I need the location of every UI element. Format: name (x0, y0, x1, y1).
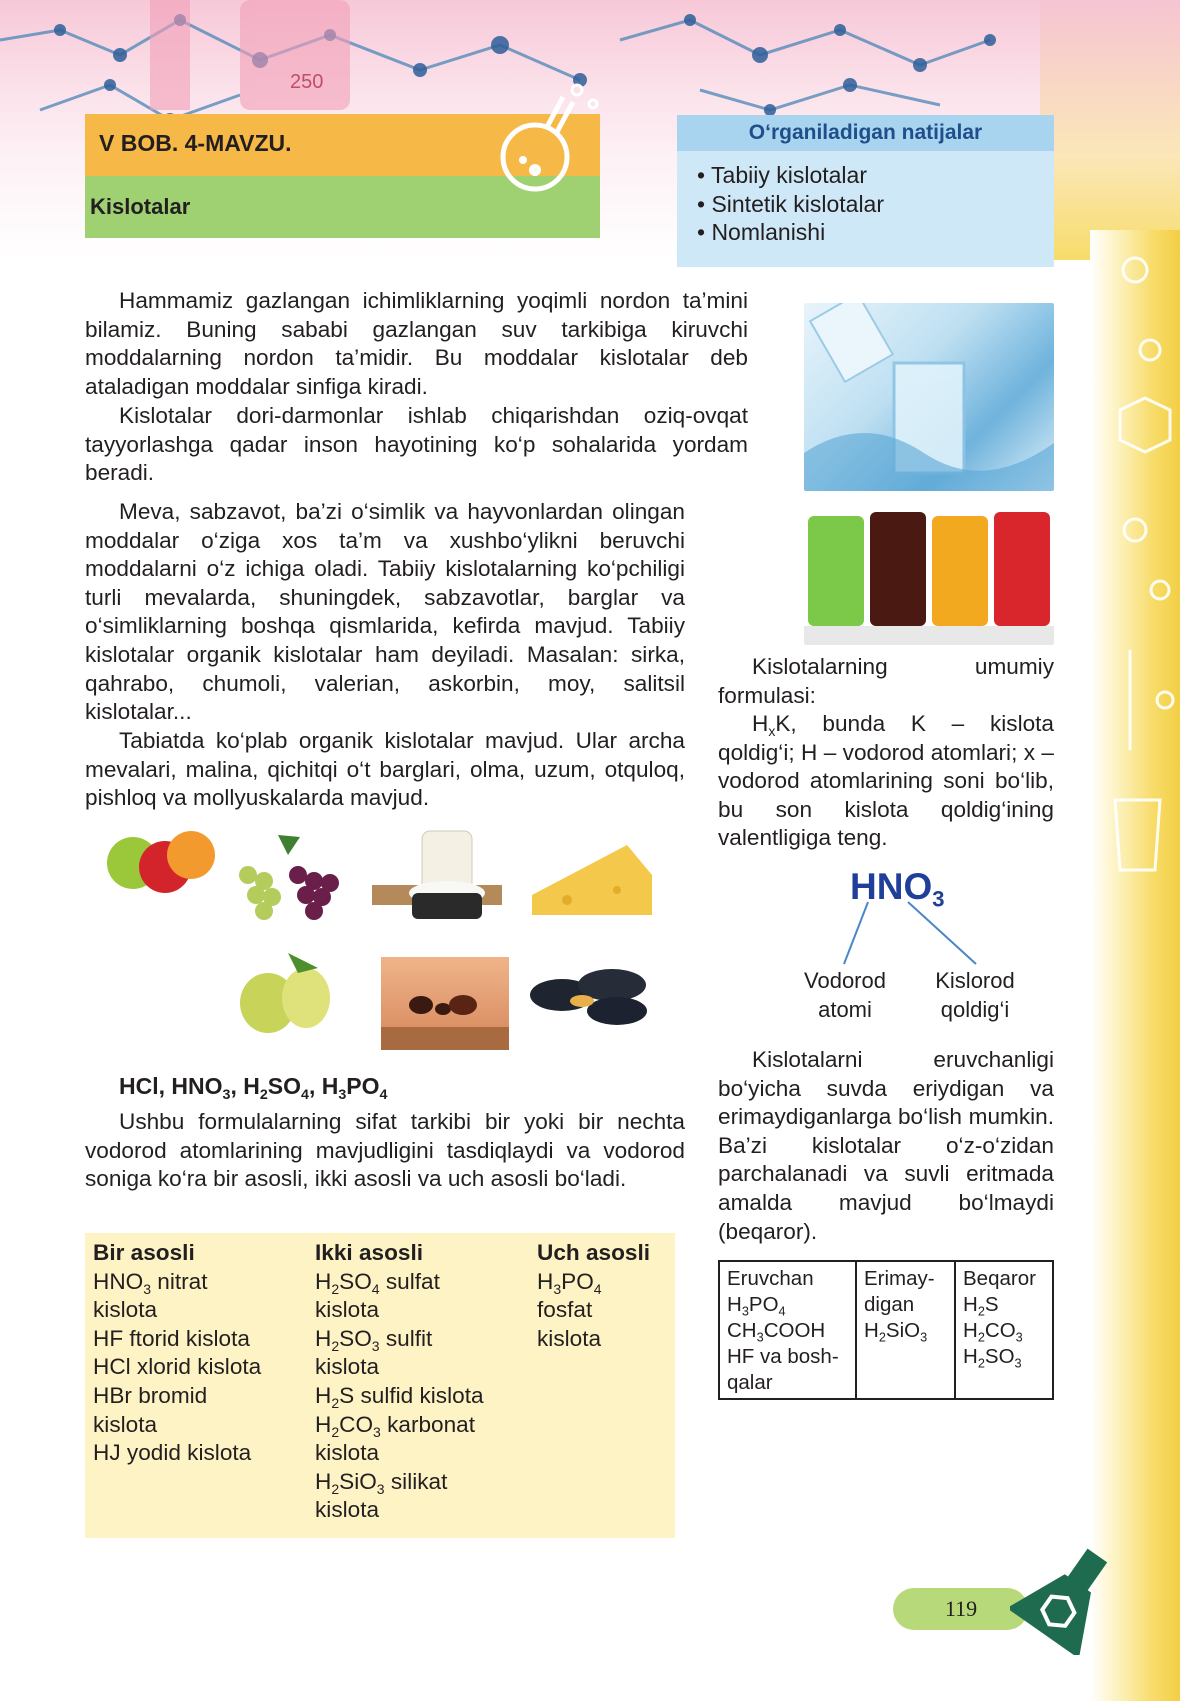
fh-sub: 3 (338, 1086, 347, 1103)
svg-text:250: 250 (290, 71, 324, 93)
outcome-item: • Tabiiy kislotalar (697, 162, 867, 188)
learning-outcomes-box (677, 115, 1054, 267)
formula-x-sub: x (768, 722, 776, 739)
hno3-main: HNO (850, 866, 933, 907)
cheese-image (527, 835, 657, 920)
hno3-sub: 3 (932, 886, 945, 912)
tri-basic-column (537, 1239, 672, 1353)
formula-rest: K, bunda K – kislota qoldig‘i; H – vodorod atomlari; x – vodorod atomlarining soni bo‘lib, bu son kislota qoldig‘ining valentligiga teng. (718, 711, 1054, 851)
intro-paragraph-2: Kislotalar dori-darmonlar ishlab chiqarishdan oziq-ovqat tayyorlashga qadar inson hayotining ko‘p sohalarida yordam beradi. (85, 403, 748, 486)
outcomes-list (697, 161, 884, 247)
residue-label-line2: qoldig‘i (940, 997, 1010, 1022)
fh-sub: 4 (379, 1086, 388, 1103)
intro-paragraph-4: Tabiatda ko‘plab organik kislotalar mavjud. Ular archa mevalari, malina, qichitqi o‘t barglari, olma, uzum, otquloq, pishloq va mollyuskalarda mavjud. (85, 728, 685, 811)
mussels-image (522, 955, 662, 1035)
general-formula-intro: Kislotalarning umumiy formulasi: (718, 654, 1054, 708)
milk-cottage-cheese-image (372, 825, 512, 925)
topic-title: Kislotalar (90, 194, 191, 219)
ant-image (381, 957, 509, 1050)
intro-paragraph-3: Meva, sabzavot, ba’zi o‘simlik va hayvonlardan olingan moddalar o‘ziga xos ta’m va xushbo‘ylikni beruvchi moddalarni o‘z ichiga oladi. Tabiiy kislotalarning ko‘pchiligi turli mevalarda, shuningdek, sabzavotlar, barglar va o‘simliklarning boshqa qismlarida, kefirda mavjud. Tabiiy kislotalar organik kislotalar ham deyiladi. Masalan: sirka, qahrabo, chumoli, valerian, askorbin, moy, salitsil kislotalar... (85, 499, 685, 725)
fh-sub: 3 (222, 1086, 231, 1103)
hydrogen-label-line2: atomi (818, 997, 872, 1022)
hno3-pointer-lines (820, 900, 980, 970)
general-formula-text (718, 710, 1054, 853)
pears-image (228, 948, 343, 1033)
fh-part: , H (308, 1073, 339, 1099)
solubility-paragraph: Kislotalarni eruvchanligi bo‘yicha suvda eriydigan va erimaydiganlarga bo‘lish mumkin. Ba’zi kislotalar o‘z-o‘zidan parchalanadi va suvli eritmada amalda mavjud bo‘lmaydi (beqaror). (718, 1047, 1054, 1244)
colored-drinks-image (804, 504, 1054, 645)
unstable-column: Beqaror $H_2S$ $H_2CO_3$ $H_2SO_3$ (963, 1267, 1036, 1371)
hydrogen-atom-label (790, 966, 900, 1024)
insoluble-column: Erimay- digan $H_2SiO_3$ (857, 1262, 956, 1398)
formula-paragraph: Ushbu formulalarning sifat tarkibi bir yoki bir nechta vodorod atomlarining mavjudligini tasdiqlaydi va vodorod soniga ko‘ra bir asosli, ikki asosli va uch asosli bo‘ladi. (85, 1109, 685, 1192)
intro-paragraph-1: Hammamiz gazlangan ichimliklarning yoqimli nordon ta’mini bilamiz. Buning sababi gazlangan suv tarkibiga kiruvchi moddalarning nordon ta’midir. Bu moddalar kislotalar deb ataladigan moddalar sinfiga kiradi. (85, 288, 748, 399)
fh-sub: 2 (259, 1086, 268, 1103)
fh-part: SO (267, 1073, 301, 1099)
solubility-table (718, 1260, 1054, 1400)
fh-part: HCl, HNO (119, 1073, 223, 1099)
mono-basic-heading: Bir asosli (93, 1240, 195, 1265)
grapes-image (228, 825, 358, 925)
formula-h: H (752, 711, 769, 736)
acid-basicity-table (85, 1233, 675, 1538)
chapter-label: V BOB. 4-MAVZU. (99, 130, 292, 156)
di-basic-heading: Ikki asosli (315, 1240, 424, 1265)
residue-label-line1: Kislorod (935, 968, 1015, 993)
page-number: 119 (945, 1596, 978, 1621)
flask-badge-icon (1010, 1545, 1120, 1655)
tri-basic-list: $H_3PO_4$ fosfat kislota (537, 1268, 602, 1351)
mono-basic-column (93, 1239, 303, 1468)
tri-basic-heading: Uch asosli (537, 1240, 651, 1265)
right-decor-top (1040, 0, 1180, 260)
di-basic-list: $H_2SO_4$ sulfat kislota $H_2SO_3$ sulfit kislota $H_2S$ sulfid kislota $H_2CO_3$ karbonat kislota $H_2SiO_3$ silikat kislota (315, 1268, 484, 1523)
apples-image (103, 825, 218, 893)
outcome-item: • Nomlanishi (697, 219, 826, 245)
soluble-column: Eruvchan $H_3PO_4$ $CH_3COOH$ HF va bosh- qalar (720, 1262, 857, 1398)
water-glass-image (804, 303, 1054, 491)
formula-heading (119, 1073, 388, 1103)
hydrogen-label-line1: Vodorod (804, 968, 886, 993)
outcomes-title: O‘rganiladigan natijalar (677, 115, 1054, 151)
mono-basic-list: $HNO_3$ nitrat kislota HF ftorid kislota HCl xlorid kislota HBr bromid kislota HJ yodid kislota (93, 1268, 262, 1466)
fh-part: , H (230, 1073, 260, 1099)
acid-residue-label (920, 966, 1030, 1024)
right-decor-strip (1090, 230, 1180, 1701)
outcome-item: • Sintetik kislotalar (697, 190, 885, 217)
fh-part: PO (346, 1073, 380, 1099)
flask-icon (495, 82, 605, 202)
di-basic-column (315, 1239, 525, 1525)
fh-sub: 4 (301, 1086, 309, 1103)
